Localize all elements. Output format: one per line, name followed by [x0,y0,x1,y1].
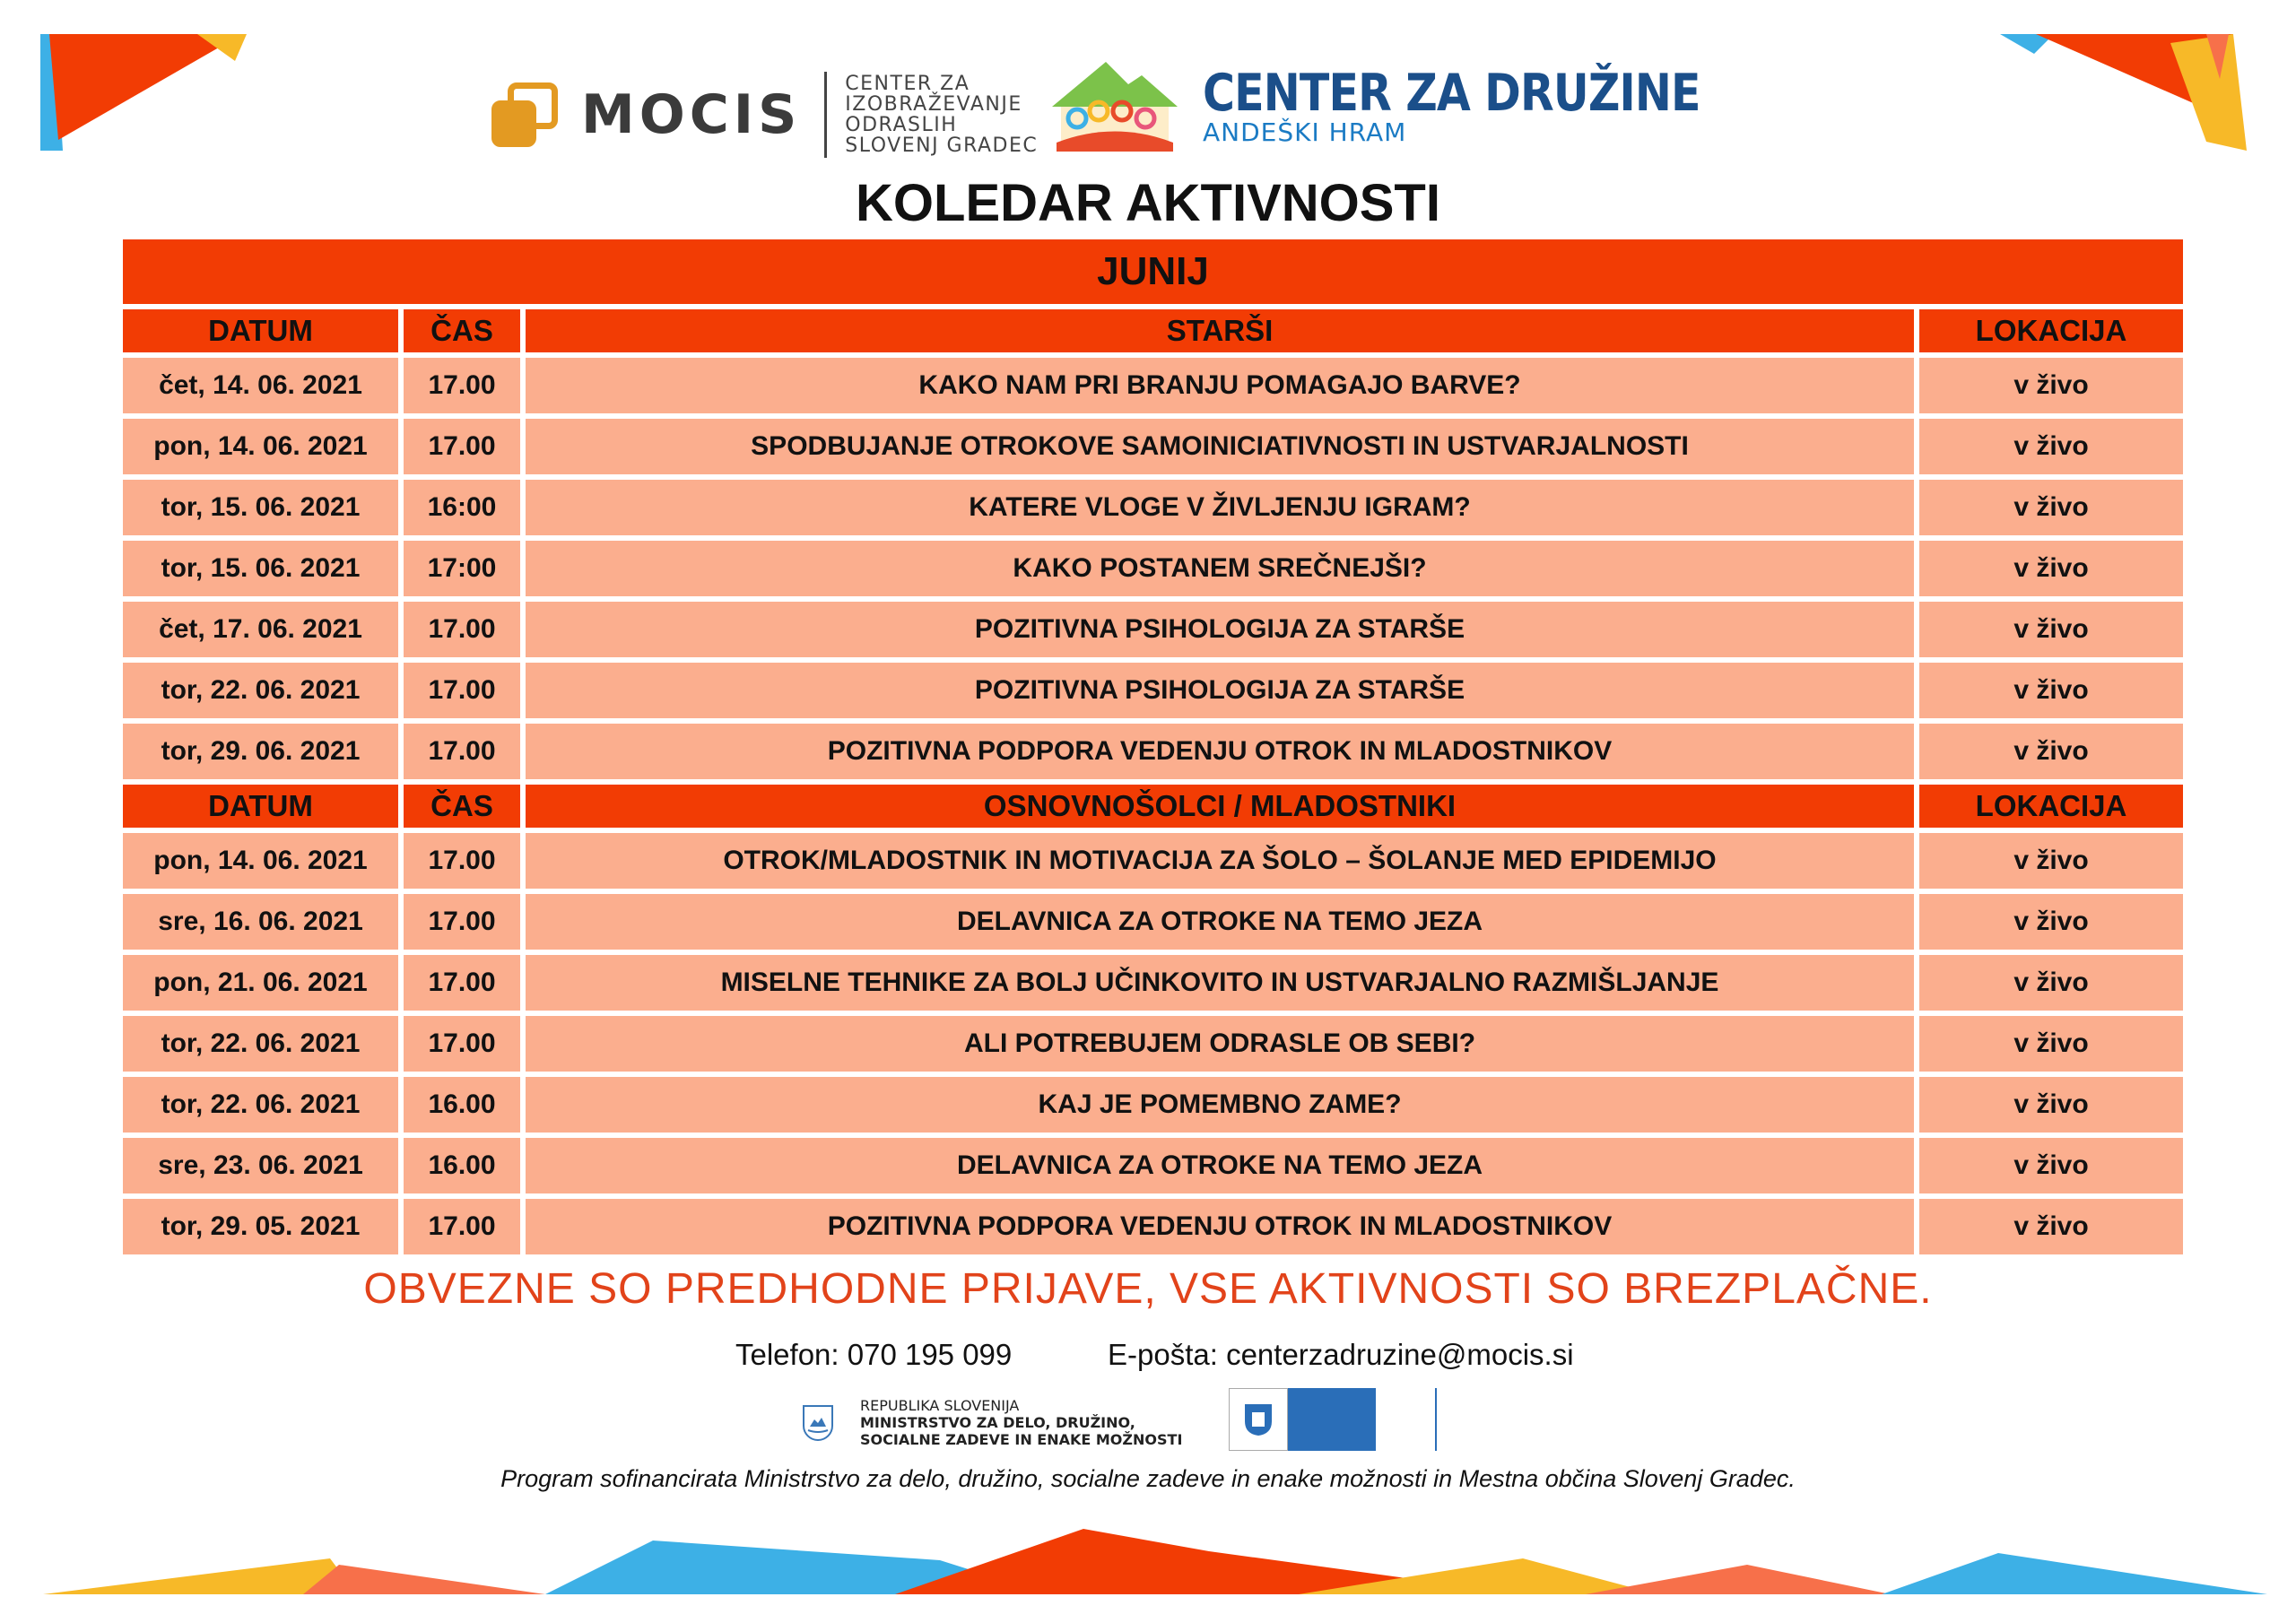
activity-cell: MISELNE TEHNIKE ZA BOLJ UČINKOVITO IN USTVARJALNO RAZMIŠLJANJE [526,955,1914,1011]
time-cell: 16.00 [404,1077,520,1133]
date-cell: pon, 21. 06. 2021 [123,955,398,1011]
date-cell: tor, 22. 06. 2021 [123,1016,398,1072]
date-cell: tor, 15. 06. 2021 [123,541,398,596]
date-cell: tor, 22. 06. 2021 [123,1077,398,1133]
section-header-row [123,785,2183,828]
time-cell: 17.00 [404,663,520,718]
time-cell: 17.00 [404,724,520,779]
time-cell: 16:00 [404,480,520,535]
ministry-line: MINISTRSTVO ZA DELO, DRUŽINO, [860,1414,1135,1431]
date-cell: tor, 29. 06. 2021 [123,724,398,779]
location-cell: v živo [1919,1199,2183,1254]
date-cell: tor, 29. 05. 2021 [123,1199,398,1254]
page-title: KOLEDAR AKTIVNOSTI [856,174,1440,232]
table-row [123,480,2183,535]
slovenia-crest-icon [803,1405,833,1441]
activity-cell: OTROK/MLADOSTNIK IN MOTIVACIJA ZA ŠOLO – ŠOLANJE MED EPIDEMIJO [526,833,1914,889]
location-cell: v živo [1919,724,2183,779]
location-cell: v živo [1919,419,2183,474]
location-cell: v živo [1919,894,2183,950]
funding-statement: Program sofinancirata Ministrstvo za delo, družino, socialne zadeve in enake možnosti in Mestna občina Slovenj Gradec. [500,1465,1796,1492]
date-cell: tor, 15. 06. 2021 [123,480,398,535]
time-cell: 17.00 [404,1016,520,1072]
activity-cell: DELAVNICA ZA OTROKE NA TEMO JEZA [526,1138,1914,1193]
mocis-logo [491,72,1038,158]
table-row [123,1199,2183,1254]
table-row [123,602,2183,657]
header-datum: DATUM [123,309,398,352]
activity-cell: POZITIVNA PODPORA VEDENJU OTROK IN MLADOSTNIKOV [526,1199,1914,1254]
slovenj-gradec-mark [1288,1388,1376,1451]
mocis-sub-line: SLOVENJ GRADEC [845,135,1039,157]
ministry-logo [803,1397,1182,1448]
slovenj-gradec-crest-icon [1229,1388,1288,1451]
mocis-sub-line: ODRASLIH [845,114,958,136]
activity-cell: KAKO NAM PRI BRANJU POMAGAJO BARVE? [526,358,1914,413]
location-cell: v živo [1919,833,2183,889]
slovenj-gradec-logo [1229,1388,1437,1451]
family-house-icon [1043,57,1187,156]
activity-cell: KAKO POSTANEM SREČNEJŠI? [526,541,1914,596]
date-cell: sre, 23. 06. 2021 [123,1138,398,1193]
time-cell: 17.00 [404,419,520,474]
date-cell: pon, 14. 06. 2021 [123,833,398,889]
date-cell: čet, 17. 06. 2021 [123,602,398,657]
time-cell: 17.00 [404,955,520,1011]
header [0,54,2296,161]
header-cas: ČAS [404,785,520,828]
mocis-name: MOCIS [581,83,802,146]
activity-cell: POZITIVNA PSIHOLOGIJA ZA STARŠE [526,663,1914,718]
activity-cell: POZITIVNA PODPORA VEDENJU OTROK IN MLADOSTNIKOV [526,724,1914,779]
activity-cell: KATERE VLOGE V ŽIVLJENJU IGRAM? [526,480,1914,535]
location-cell: v živo [1919,358,2183,413]
time-cell: 17.00 [404,1199,520,1254]
table-row [123,358,2183,413]
cd-subtitle: ANDEŠKI HRAM [1203,117,1407,147]
header-datum: DATUM [123,785,398,828]
location-cell: v živo [1919,1138,2183,1193]
location-cell: v živo [1919,1016,2183,1072]
mocis-subtitle [845,74,1038,156]
date-cell: pon, 14. 06. 2021 [123,419,398,474]
date-cell: čet, 14. 06. 2021 [123,358,398,413]
table-row [123,1138,2183,1193]
mocis-mark-icon [491,82,558,147]
activity-cell: SPODBUJANJE OTROKOVE SAMOINICIATIVNOSTI IN USTVARJALNOSTI [526,419,1914,474]
month-header: JUNIJ [123,239,2183,304]
location-cell: v živo [1919,955,2183,1011]
time-cell: 17:00 [404,541,520,596]
registration-notice: OBVEZNE SO PREDHODNE PRIJAVE, VSE AKTIVNOSTI SO BREZPLAČNE. [363,1265,1933,1313]
time-cell: 17.00 [404,833,520,889]
table-row [123,894,2183,950]
location-cell: v živo [1919,602,2183,657]
time-cell: 17.00 [404,894,520,950]
mocis-sub-line: IZOBRAŽEVANJE [845,93,1022,116]
header-category: STARŠI [526,309,1914,352]
ministry-line: SOCIALNE ZADEVE IN ENAKE MOŽNOSTI [860,1431,1183,1448]
logo-divider [824,72,827,158]
table-row [123,419,2183,474]
cd-title: CENTER ZA DRUŽINE [1203,64,1700,123]
table-row [123,1077,2183,1133]
activity-cell: ALI POTREBUJEM ODRASLE OB SEBI? [526,1016,1914,1072]
activity-calendar-table [123,239,2183,1260]
activity-cell: KAJ JE POMEMBNO ZAME? [526,1077,1914,1133]
table-row [123,724,2183,779]
time-cell: 17.00 [404,602,520,657]
time-cell: 17.00 [404,358,520,413]
table-row [123,833,2183,889]
header-lokacija: LOKACIJA [1919,785,2183,828]
location-cell: v živo [1919,480,2183,535]
email-contact: E-pošta: centerzadruzine@mocis.si [1108,1338,1574,1371]
center-za-druzine-logo [1043,57,1781,156]
table-row [123,955,2183,1011]
table-row [123,663,2183,718]
header-category: OSNOVNOŠOLCI / MLADOSTNIKI [526,785,1914,828]
date-cell: sre, 16. 06. 2021 [123,894,398,950]
date-cell: tor, 22. 06. 2021 [123,663,398,718]
time-cell: 16.00 [404,1138,520,1193]
location-cell: v živo [1919,1077,2183,1133]
table-row [123,541,2183,596]
header-cas: ČAS [404,309,520,352]
activity-cell: POZITIVNA PSIHOLOGIJA ZA STARŠE [526,602,1914,657]
activity-cell: DELAVNICA ZA OTROKE NA TEMO JEZA [526,894,1914,950]
table-row [123,1016,2183,1072]
location-cell: v živo [1919,541,2183,596]
sponsor-logos [0,1388,2296,1451]
section-header-row [123,309,2183,352]
header-lokacija: LOKACIJA [1919,309,2183,352]
mocis-sub-line: CENTER ZA [845,73,970,95]
location-cell: v živo [1919,663,2183,718]
bottom-decoration [43,1524,2267,1596]
slovenj-gradec-mark-side [1376,1388,1437,1451]
phone-contact: Telefon: 070 195 099 [735,1338,1013,1371]
ministry-line: REPUBLIKA SLOVENIJA [860,1397,1020,1414]
